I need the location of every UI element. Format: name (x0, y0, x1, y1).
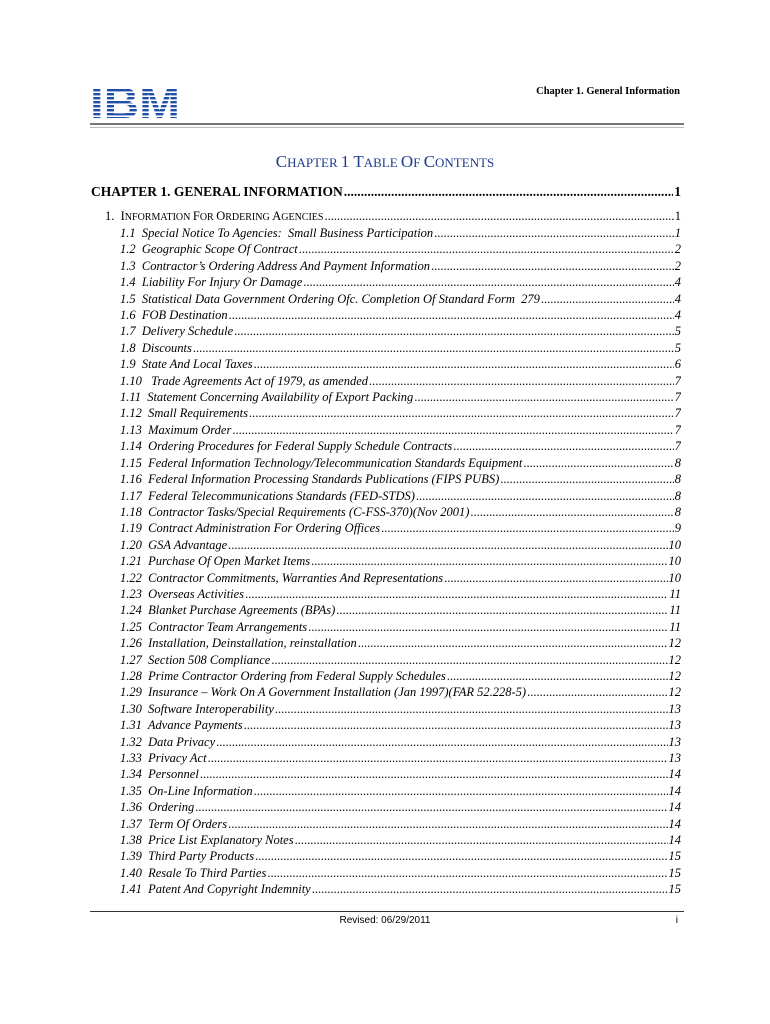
toc-entry[interactable] (120, 472, 681, 488)
dot-leader (541, 292, 674, 307)
toc-entry[interactable] (120, 849, 681, 865)
dot-leader (193, 341, 674, 356)
toc-entry[interactable] (120, 587, 681, 603)
toc-title-part: HAPTER (287, 155, 341, 170)
page-number: i (675, 915, 678, 926)
toc-entry[interactable] (120, 374, 681, 390)
toc-entry-page: 8 (674, 488, 681, 503)
dot-leader (336, 603, 668, 618)
dot-leader (228, 538, 667, 553)
toc-entry-page: 14 (668, 767, 681, 782)
toc-entry-label: 1.35 On-Line Information (120, 783, 253, 798)
toc-entry[interactable] (120, 357, 681, 373)
toc-entry[interactable] (120, 242, 681, 258)
toc-entry-page: 4 (674, 275, 681, 290)
toc-entry[interactable] (120, 784, 681, 800)
dot-leader (254, 784, 668, 799)
toc-entry-page: 13 (668, 734, 681, 749)
toc-entry-label: 1.7 Delivery Schedule (120, 324, 234, 339)
toc-entry[interactable] (120, 735, 681, 751)
dot-leader (229, 308, 674, 323)
toc-entry-label: 1.15 Federal Information Technology/Telecommunication Standards Equipment (120, 455, 523, 470)
toc-entry-page: 10 (668, 570, 681, 585)
dot-leader (228, 817, 667, 832)
header-rule-secondary (90, 127, 684, 128)
toc-entry-label: 1.8 Discounts (120, 340, 192, 355)
toc-entry[interactable] (120, 620, 681, 636)
dot-leader (311, 554, 667, 569)
toc-entry-label: 1.12 Small Requirements (120, 406, 248, 421)
toc-entry-page: 12 (668, 685, 681, 700)
toc-entry-page: 12 (668, 636, 681, 651)
dot-leader (416, 489, 674, 504)
dot-leader (344, 184, 673, 200)
dot-leader (523, 456, 673, 471)
toc-section-entry[interactable] (105, 209, 681, 224)
toc-entry-label: 1.27 Section 508 Compliance (120, 652, 271, 667)
toc-entry[interactable] (120, 521, 681, 537)
toc-entry-label: 1.38 Price List Explanatory Notes (120, 833, 294, 848)
toc-entry-page: 13 (668, 701, 681, 716)
dot-leader (295, 833, 668, 848)
toc-entry-page: 14 (668, 833, 681, 848)
toc-entry-list (120, 226, 681, 899)
toc-entry-label: 1.10 Trade Agreements Act of 1979, as amended (120, 373, 369, 388)
toc-entry-page: 7 (674, 373, 681, 388)
section-label-part: OR (199, 212, 217, 223)
toc-entry[interactable] (120, 538, 681, 554)
toc-entry-page: 15 (668, 865, 681, 880)
toc-entry-page: 14 (668, 800, 681, 815)
toc-entry[interactable] (120, 833, 681, 849)
dot-leader (254, 357, 674, 372)
toc-entry[interactable] (120, 653, 681, 669)
toc-entry[interactable] (120, 406, 681, 422)
toc-entry[interactable] (120, 292, 681, 308)
dot-leader (414, 390, 674, 405)
footer-rule (90, 911, 684, 912)
toc-entry[interactable] (120, 817, 681, 833)
toc-entry-page: 8 (674, 472, 681, 487)
toc-entry[interactable] (120, 423, 681, 439)
toc-entry-label: 1.2 Geographic Scope Of Contract (120, 242, 298, 257)
dot-leader (444, 571, 667, 586)
dot-leader (434, 226, 674, 241)
toc-entry-label: 1.33 Privacy Act (120, 751, 207, 765)
toc-entry-page: 8 (674, 504, 681, 519)
toc-entry-page: 15 (668, 849, 681, 864)
dot-leader (200, 767, 668, 782)
section-label-part: F (192, 209, 200, 223)
toc-title-part: ONTENTS (435, 155, 495, 170)
toc-entry[interactable] (120, 226, 681, 242)
toc-entry[interactable] (120, 275, 681, 291)
dot-leader (208, 751, 668, 766)
toc-section-label (121, 209, 324, 224)
dot-leader (470, 505, 673, 520)
toc-title-part: C (275, 152, 288, 171)
toc-entry-label: 1.1 Special Notice To Agencies: Small Business Participation (120, 226, 434, 240)
toc-entry[interactable] (120, 324, 681, 340)
toc-entry-page: 1 (674, 226, 681, 240)
section-label-part: GENCIES (281, 212, 324, 223)
dot-leader (267, 866, 667, 881)
ibm-logo-graphic (90, 84, 180, 120)
dot-leader (308, 620, 668, 635)
toc-entry[interactable] (120, 341, 681, 357)
section-label-part: NFORMATION (124, 212, 193, 223)
toc-entry-page: 11 (669, 586, 681, 601)
toc-entry-page: 2 (674, 258, 681, 273)
toc-entry[interactable] (120, 456, 681, 472)
dot-leader (195, 800, 667, 815)
toc-entry-page: 10 (668, 554, 681, 569)
toc-entry[interactable] (120, 718, 681, 734)
toc-entry[interactable] (120, 571, 681, 587)
toc-entry[interactable] (120, 308, 681, 324)
toc-entry-label: 1.36 Ordering (120, 800, 195, 815)
dot-leader (431, 259, 674, 274)
toc-entry-page: 5 (674, 340, 681, 355)
toc-entry[interactable] (120, 259, 681, 275)
toc-entry-label: 1.31 Advance Payments (120, 718, 243, 733)
toc-title-part: O (400, 152, 414, 171)
toc-entry[interactable] (120, 390, 681, 406)
toc-entry-label: 1.11 Statement Concerning Availability of Export Packing (120, 390, 414, 405)
toc-entry-label: 1.40 Resale To Third Parties (120, 865, 267, 880)
toc-entry-page: 9 (674, 521, 681, 536)
section-label-part: RDERING (225, 212, 273, 223)
toc-entry-label: 1.14 Ordering Procedures for Federal Supply Schedule Contracts (120, 439, 453, 454)
revised-date: Revised: 06/29/2011 (339, 915, 431, 926)
toc-section-number: 1. (105, 209, 115, 223)
toc-entry[interactable] (120, 882, 681, 898)
dot-leader (500, 472, 674, 487)
toc-entry-label: 1.13 Maximum Order (120, 422, 232, 437)
toc-entry[interactable] (120, 751, 681, 767)
dot-leader (249, 406, 674, 421)
section-label-part: O (216, 209, 226, 223)
toc-entry-label: 1.21 Purchase Of Open Market Items (120, 554, 311, 569)
toc-entry-label: 1.25 Contractor Team Arrangements (120, 619, 308, 634)
toc-entry-page: 4 (674, 308, 681, 323)
toc-entry-label: 1.29 Insurance – Work On A Government Installation (Jan 1997)(FAR 52.228-5) (120, 685, 527, 700)
toc-chapter-label: CHAPTER 1. GENERAL INFORMATION (91, 184, 343, 199)
toc-entry-label: 1.30 Software Interoperability (120, 701, 274, 716)
toc-entry-page: 4 (674, 291, 681, 306)
toc-entry-label: 1.16 Federal Information Processing Standards Publications (FIPS PUBS) (120, 472, 500, 487)
toc-entry-label: 1.37 Term Of Orders (120, 816, 228, 831)
toc-entry-label: 1.6 FOB Destination (120, 308, 228, 323)
toc-entry-label: 1.22 Contractor Commitments, Warranties And Representations (120, 570, 444, 585)
toc-entry[interactable] (120, 767, 681, 783)
toc-entry-page: 6 (674, 357, 681, 372)
toc-entry[interactable] (120, 505, 681, 521)
toc-entry-page: 12 (668, 668, 681, 683)
toc-entry-page: 7 (674, 439, 681, 454)
toc-entry[interactable] (120, 669, 681, 685)
ibm-logo (90, 84, 180, 120)
toc-entry-label: 1.20 GSA Advantage (120, 537, 228, 552)
toc-section-page: 1 (674, 209, 681, 223)
toc-entry-label: 1.23 Overseas Activities (120, 586, 245, 601)
toc-entry-page: 12 (668, 652, 681, 667)
toc-chapter-page: 1 (674, 184, 681, 199)
toc-entry-label: 1.17 Federal Telecommunications Standards (FED-STDS) (120, 488, 415, 503)
dot-leader (299, 242, 674, 257)
dot-leader (255, 849, 667, 864)
dot-leader (369, 374, 674, 389)
toc-entry[interactable] (120, 439, 681, 455)
toc-entry-label: 1.34 Personnel (120, 767, 199, 782)
dot-leader (275, 702, 668, 717)
toc-entry[interactable] (120, 489, 681, 505)
dot-leader (324, 209, 673, 224)
toc-entry-page: 13 (668, 718, 681, 733)
toc-entry-page: 2 (674, 242, 681, 257)
dot-leader (453, 439, 674, 454)
toc-entry-page: 11 (669, 619, 681, 634)
toc-entry-page: 7 (674, 406, 681, 421)
toc-entry-label: 1.4 Liability For Injury Or Damage (120, 275, 303, 290)
chapter-header-label: Chapter 1. General Information (536, 86, 680, 97)
section-label-part: A (272, 209, 282, 223)
toc-entry[interactable] (120, 800, 681, 816)
toc-entry-page: 7 (674, 422, 681, 437)
section-label-part: I (120, 209, 125, 223)
toc-entry[interactable] (120, 685, 681, 701)
toc-entry-label: 1.3 Contractor’s Ordering Address And Payment Information (120, 258, 430, 273)
toc-entry-label: 1.5 Statistical Data Government Ordering Ofc. Completion Of Standard Form 279 (120, 291, 540, 306)
toc-title-part: C (423, 152, 436, 171)
toc-entry[interactable] (120, 702, 681, 718)
dot-leader (216, 735, 667, 750)
dot-leader (234, 324, 674, 339)
toc-entry-label: 1.41 Patent And Copyright Indemnity (120, 882, 311, 897)
toc-entry-page: 5 (674, 324, 681, 339)
dot-leader (312, 882, 668, 897)
dot-leader (358, 636, 668, 651)
header-rule (90, 123, 684, 125)
toc-entry-label: 1.9 State And Local Taxes (120, 357, 253, 372)
toc-entry-label: 1.28 Prime Contractor Ordering from Federal Supply Schedules (120, 668, 446, 683)
toc-title-part: ABLE (363, 155, 401, 170)
toc-title-part: F (413, 155, 424, 170)
toc-title-part: 1 T (340, 152, 364, 171)
toc-entry-page: 8 (674, 455, 681, 470)
dot-leader (527, 685, 667, 700)
toc-chapter-entry[interactable] (91, 184, 681, 200)
toc-entry-page: 10 (668, 537, 681, 552)
toc-entry-label: 1.32 Data Privacy (120, 734, 216, 749)
toc-entry-page: 13 (668, 751, 681, 765)
dot-leader (303, 275, 673, 290)
toc-entry-label: 1.24 Blanket Purchase Agreements (BPAs) (120, 603, 336, 618)
toc-entry-page: 14 (668, 816, 681, 831)
dot-leader (271, 653, 667, 668)
toc-entry-label: 1.19 Contract Administration For Ordering Offices (120, 521, 381, 536)
toc-entry[interactable] (120, 866, 681, 882)
toc-entry-page: 11 (669, 603, 681, 618)
dot-leader (232, 423, 673, 438)
toc-entry-label: 1.39 Third Party Products (120, 849, 255, 864)
dot-leader (447, 669, 668, 684)
dot-leader (245, 587, 668, 602)
toc-entry[interactable] (120, 603, 681, 619)
toc-entry-page: 15 (668, 882, 681, 897)
toc-title (0, 152, 770, 172)
toc-entry-label: 1.18 Contractor Tasks/Special Requirements (C-FSS-370)(Nov 2001) (120, 504, 470, 519)
toc-entry-page: 7 (674, 390, 681, 405)
toc-entry-label: 1.26 Installation, Deinstallation, reinstallation (120, 636, 357, 651)
toc-entry[interactable] (120, 554, 681, 570)
dot-leader (244, 718, 668, 733)
toc-entry-page: 14 (668, 783, 681, 798)
dot-leader (381, 521, 674, 536)
toc-entry[interactable] (120, 636, 681, 652)
